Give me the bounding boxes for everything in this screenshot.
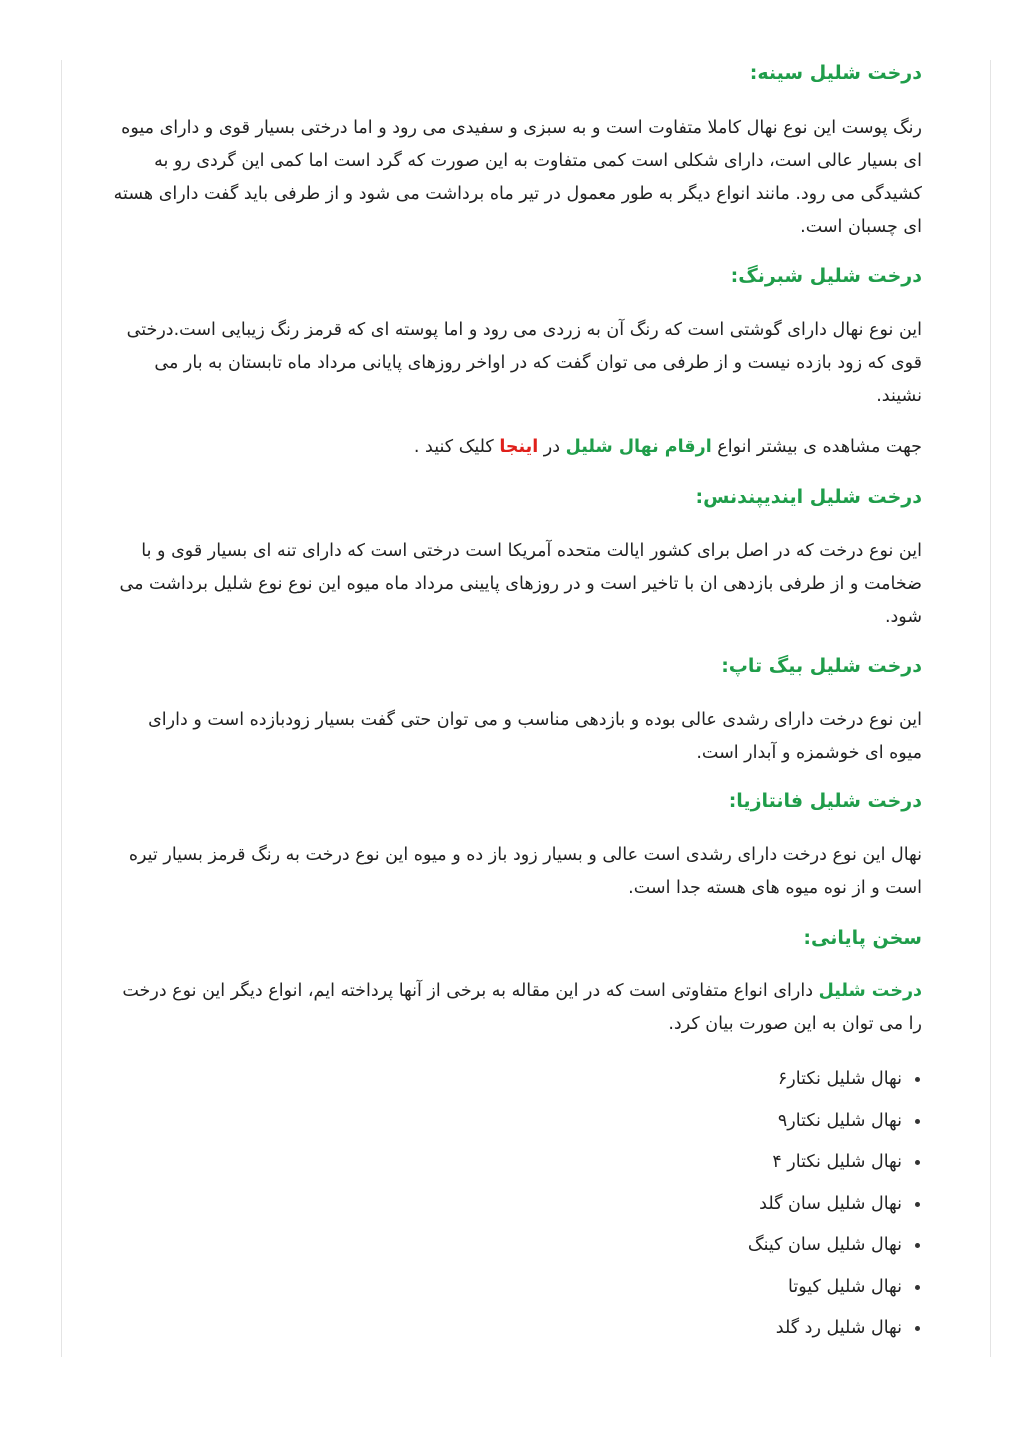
section-paragraph-bigtop: این نوع درخت دارای رشدی عالی بوده و بازدهی مناسب و می توان حتی گفت بسیار زودبازده است و دارای میوه ای خوشمزه و آبدار است. xyxy=(148,710,922,763)
list-item xyxy=(748,1059,922,1101)
list-item xyxy=(748,1225,922,1267)
conclusion-strong: درخت شلیل xyxy=(818,981,922,1001)
conclusion-heading: سخن پایانی: xyxy=(803,927,922,949)
section-heading-sineh: درخت شلیل سینه: xyxy=(749,62,922,84)
section-heading-bigtop: درخت شلیل بیگ تاپ: xyxy=(721,655,922,677)
varieties-list xyxy=(748,1059,922,1350)
conclusion-paragraph xyxy=(112,975,922,1041)
page-border-left xyxy=(61,60,62,1357)
section-heading-fantasia: درخت شلیل فانتازیا: xyxy=(728,790,922,812)
list-item xyxy=(748,1184,922,1226)
list-item-label: نهال شلیل نکتار۶ xyxy=(777,1069,902,1089)
bullet-icon xyxy=(915,1119,920,1124)
section-paragraph-independence: این نوع درخت که در اصل برای کشور ایالت متحده آمریکا است درختی است که دارای تنه ای بسیار قوی و با ضخامت و از طرفی بازدهی ان با تاخیر است و در روزهای پایینی مرداد ماه میوه این نوع نوع شلیل برداشت می شود. xyxy=(119,541,922,627)
section-paragraph-shabrang: این نوع نهال دارای گوشتی است که رنگ آن به زردی می رود و اما پوسته ای که قرمز رنگ زیبایی است.درختی قوی که زود بازده نیست و از طرفی می توان گفت که در اواخر روزهای پایانی مرداد ماه تابستان به بار می نشیند. xyxy=(126,320,922,406)
more-varieties-prefix: جهت مشاهده ی بیشتر انواع xyxy=(711,437,922,457)
section-paragraph-sineh: رنگ پوست این نوع نهال کاملا متفاوت است و به سبزی و سفیدی می رود و اما درختی بسیار قوی و دارای میوه ای بسیار عالی است، دارای شکلی است کمی متفاوت به این صورت که گرد است اما کمی این گردی رو به کشیدگی می رود. مانند انواع دیگر به طور معمول در تیر ماه برداشت می شود و از طرفی باید گفت دارای هسته ای چسبان است. xyxy=(113,118,922,237)
list-item-label: نهال شلیل سان گلد xyxy=(759,1193,902,1214)
conclusion-text: دارای انواع متفاوتی است که در این مقاله به برخی از آنها پرداخته ایم، انواع دیگر این نوع درخت را می توان به این صورت بیان کرد. xyxy=(122,981,922,1034)
bullet-icon xyxy=(915,1160,920,1165)
list-item xyxy=(748,1308,922,1350)
list-item-label: نهال شلیل رد گلد xyxy=(775,1318,902,1338)
section-heading-independence: درخت شلیل ایندیپندنس: xyxy=(695,486,922,508)
list-item xyxy=(748,1101,922,1143)
page-border-right xyxy=(990,60,991,1357)
section-heading-shabrang: درخت شلیل شبرنگ: xyxy=(730,265,922,287)
bullet-icon xyxy=(915,1285,920,1290)
here-link[interactable]: اینجا xyxy=(499,437,539,457)
bullet-icon xyxy=(915,1077,920,1082)
section-paragraph-fantasia: نهال این نوع درخت دارای رشدی است عالی و بسیار زود باز ده و میوه این نوع درخت به رنگ قرمز بسیار تیره است و از نوه میوه های هسته جدا است. xyxy=(128,845,922,898)
list-item-label: نهال شلیل کیوتا xyxy=(788,1276,902,1297)
list-item-label: نهال شلیل نکتار۹ xyxy=(777,1110,902,1131)
more-varieties-middle: در xyxy=(538,437,566,457)
list-item-label: نهال شلیل سان کینگ xyxy=(747,1235,902,1255)
list-item-label: نهال شلیل نکتار ۴ xyxy=(772,1152,902,1172)
varieties-link[interactable]: ارقام نهال شلیل xyxy=(565,437,712,457)
bullet-icon xyxy=(915,1243,920,1248)
bullet-icon xyxy=(915,1202,920,1207)
more-varieties-suffix: کلیک کنید . xyxy=(413,437,500,457)
bullet-icon xyxy=(915,1326,920,1331)
list-item xyxy=(748,1142,922,1184)
more-varieties-line xyxy=(112,431,922,464)
list-item xyxy=(748,1267,922,1309)
